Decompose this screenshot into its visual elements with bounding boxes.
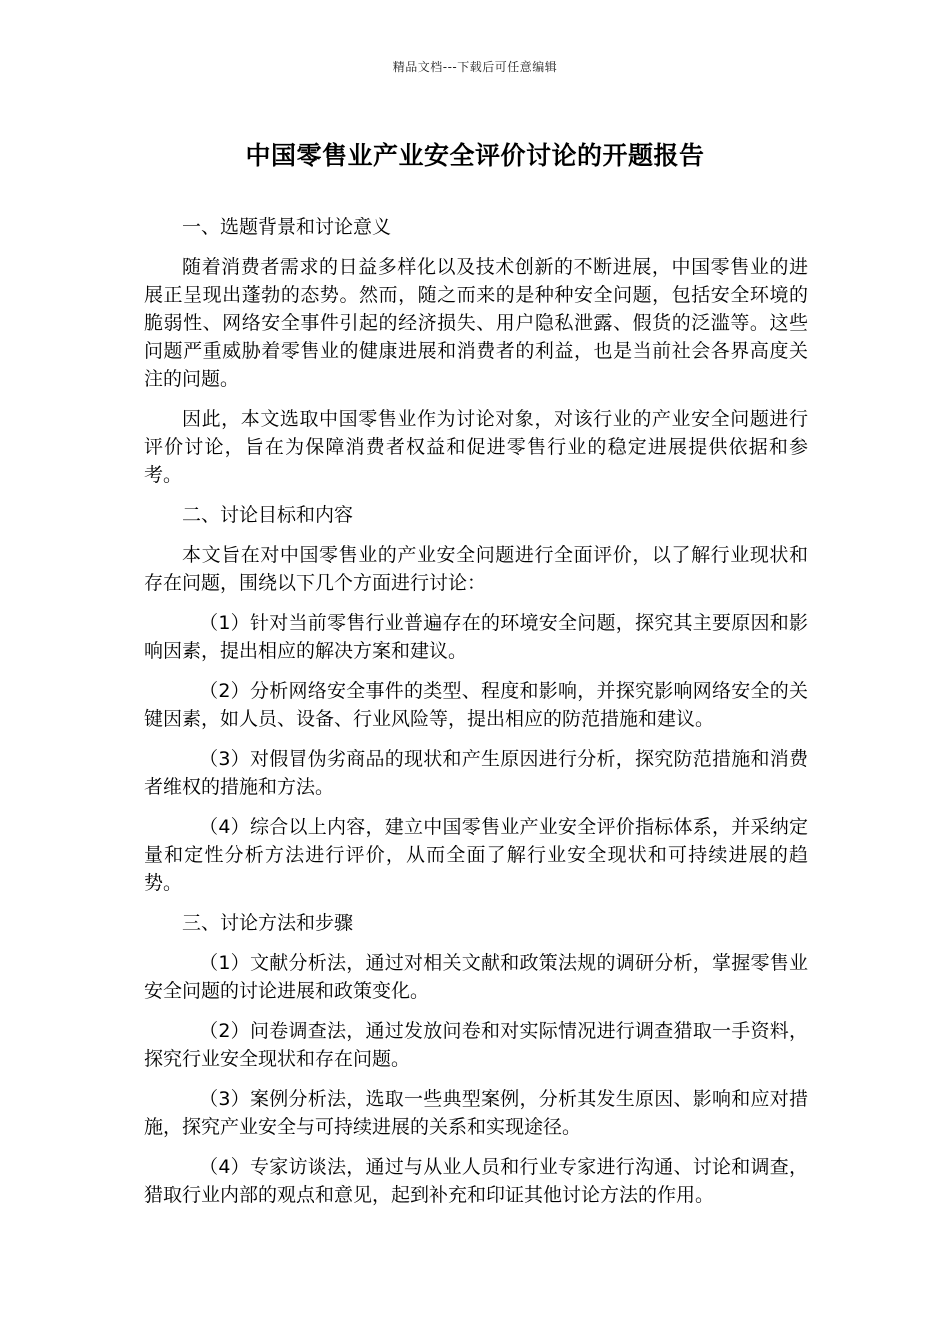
list-item-objective-2: （2）分析网络安全事件的类型、程度和影响，并探究影响网络安全的关键因素，如人员、设备、行业风险等，提出相应的防范措施和建议。 [144,680,808,730]
document-body [144,213,808,1221]
list-item-objective-4: （4）综合以上内容，建立中国零售业产业安全评价指标体系，并采纳定量和定性分析方法进行评价，从而全面了解行业安全现状和可持续进展的趋势。 [144,816,808,894]
document-title: 中国零售业产业安全评价讨论的开题报告 [245,141,705,170]
section-heading-objectives: 二、讨论目标和内容 [182,504,354,526]
list-item-method-4: （4）专家访谈法，通过与从业人员和行业专家进行沟通、讨论和调查，猎取行业内部的观点和意见，起到补充和印证其他讨论方法的作用。 [144,1156,808,1206]
list-item-method-1: （1）文献分析法，通过对相关文献和政策法规的调研分析，掌握零售业安全问题的讨论进展和政策变化。 [144,952,808,1002]
list-item-method-2: （2）问卷调查法，通过发放问卷和对实际情况进行调查猎取一手资料，探究行业安全现状和存在问题。 [144,1020,808,1070]
paragraph-background-1: 随着消费者需求的日益多样化以及技术创新的不断进展，中国零售业的进展正呈现出蓬勃的态势。然而，随之而来的是种种安全问题，包括安全环境的脆弱性、网络安全事件引起的经济损失、用户隐私泄露、假货的泛滥等。这些问题严重威胁着零售业的健康进展和消费者的利益，也是当前社会各界高度关注的问题。 [144,256,808,390]
section-heading-background: 一、选题背景和讨论意义 [182,216,392,238]
list-item-objective-3: （3）对假冒伪劣商品的现状和产生原因进行分析，探究防范措施和消费者维权的措施和方法。 [144,748,808,798]
list-item-objective-1: （1）针对当前零售行业普遍存在的环境安全问题，探究其主要原因和影响因素，提出相应的解决方案和建议。 [144,612,808,662]
paragraph-background-2: 因此，本文选取中国零售业作为讨论对象，对该行业的产业安全问题进行评价讨论，旨在为保障消费者权益和促进零售行业的稳定进展提供依据和参考。 [144,408,808,486]
section-heading-methods: 三、讨论方法和步骤 [182,912,354,934]
paragraph-objectives-intro: 本文旨在对中国零售业的产业安全问题进行全面评价，以了解行业现状和存在问题，围绕以下几个方面进行讨论： [144,544,808,594]
list-item-method-3: （3）案例分析法，选取一些典型案例，分析其发生原因、影响和应对措施，探究产业安全与可持续进展的关系和实现途径。 [144,1088,808,1138]
page-header-watermark: 精品文档---下载后可任意编辑 [392,60,558,74]
